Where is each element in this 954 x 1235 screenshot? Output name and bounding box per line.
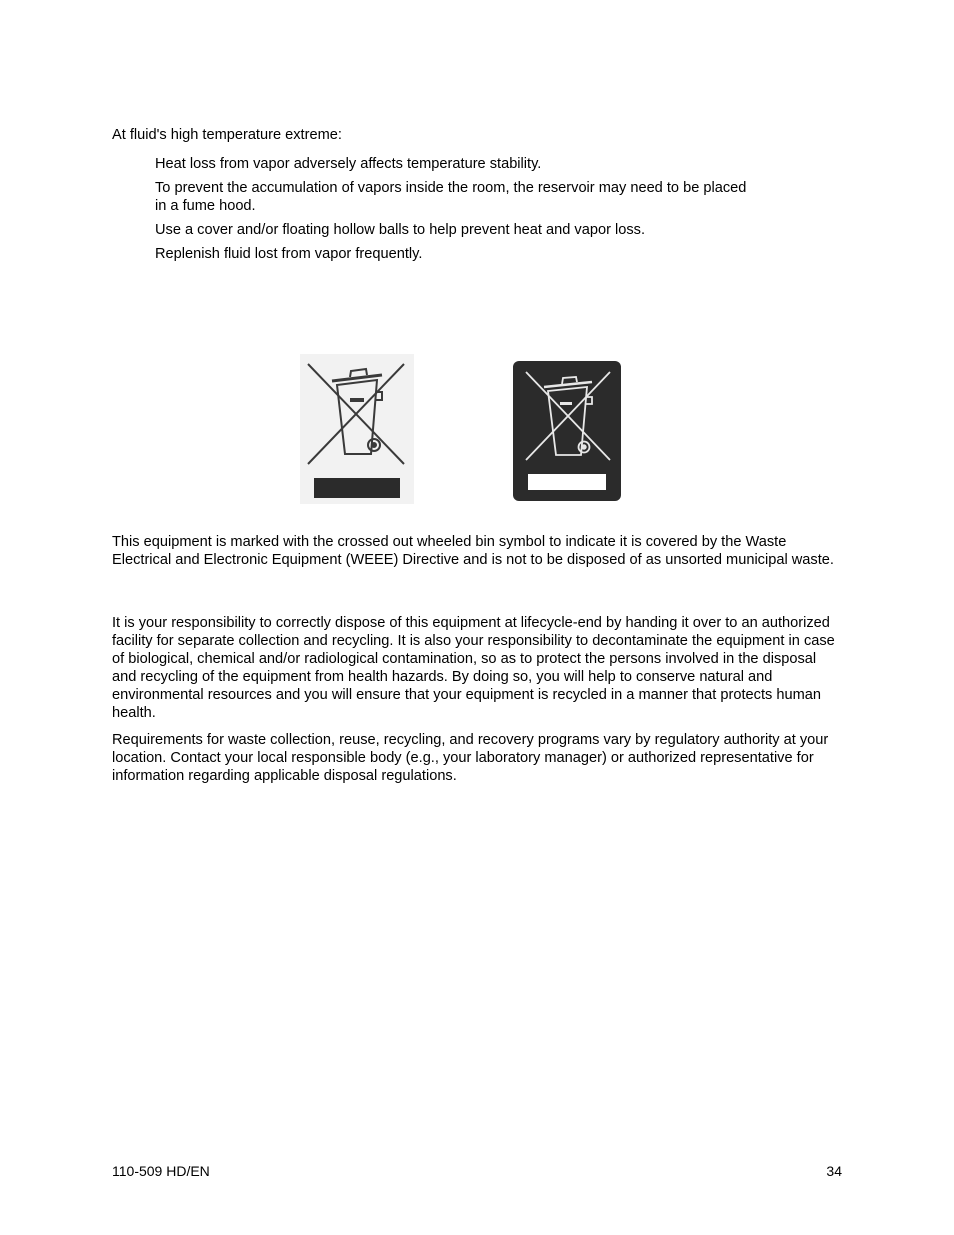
list-item: Replenish fluid lost from vapor frequently.	[155, 246, 423, 262]
intro-text: At fluid's high temperature extreme:	[112, 127, 342, 143]
page-number: 34	[826, 1163, 842, 1179]
footer-doc-id: 110-509 HD/EN	[112, 1163, 210, 1179]
list-item: To prevent the accumulation of vapors inside the room, the reservoir may need to be placed in a fume hood.	[155, 180, 747, 214]
requirements-paragraph: Requirements for waste collection, reuse, recycling, and recovery programs vary by regulatory authority at your location. Contact your local responsible body (e.g., your laboratory manager) or authorized representative for information regarding applicable disposal regulations.	[112, 732, 829, 784]
weee-crossed-bin-icon	[300, 354, 414, 504]
list-item: Heat loss from vapor adversely affects temperature stability.	[155, 156, 542, 172]
responsibility-paragraph: It is your responsibility to correctly dispose of this equipment at lifecycle-end by handing it over to an authorized facility for separate collection and recycling. It is also your responsibility to decontaminate the equipment in case of biological, chemical and/or radiological contamination, so as to protect the persons involved in the disposal and recycling of the equipment from health hazards. By doing so, you will help to conserve natural and environmental resources and you will ensure that your equipment is recycled in a manner that protects human health.	[112, 615, 835, 721]
list-item: Use a cover and/or floating hollow balls to help prevent heat and vapor loss.	[155, 222, 645, 238]
weee-crossed-bin-icon	[512, 360, 622, 502]
bullet-list	[155, 155, 755, 269]
weee-symbols	[300, 354, 630, 506]
weee-marking-paragraph: This equipment is marked with the crossed out wheeled bin symbol to indicate it is covered by the Waste Electrical and Electronic Equipment (WEEE) Directive and is not to be disposed of as unsorted municipal waste.	[112, 534, 834, 568]
